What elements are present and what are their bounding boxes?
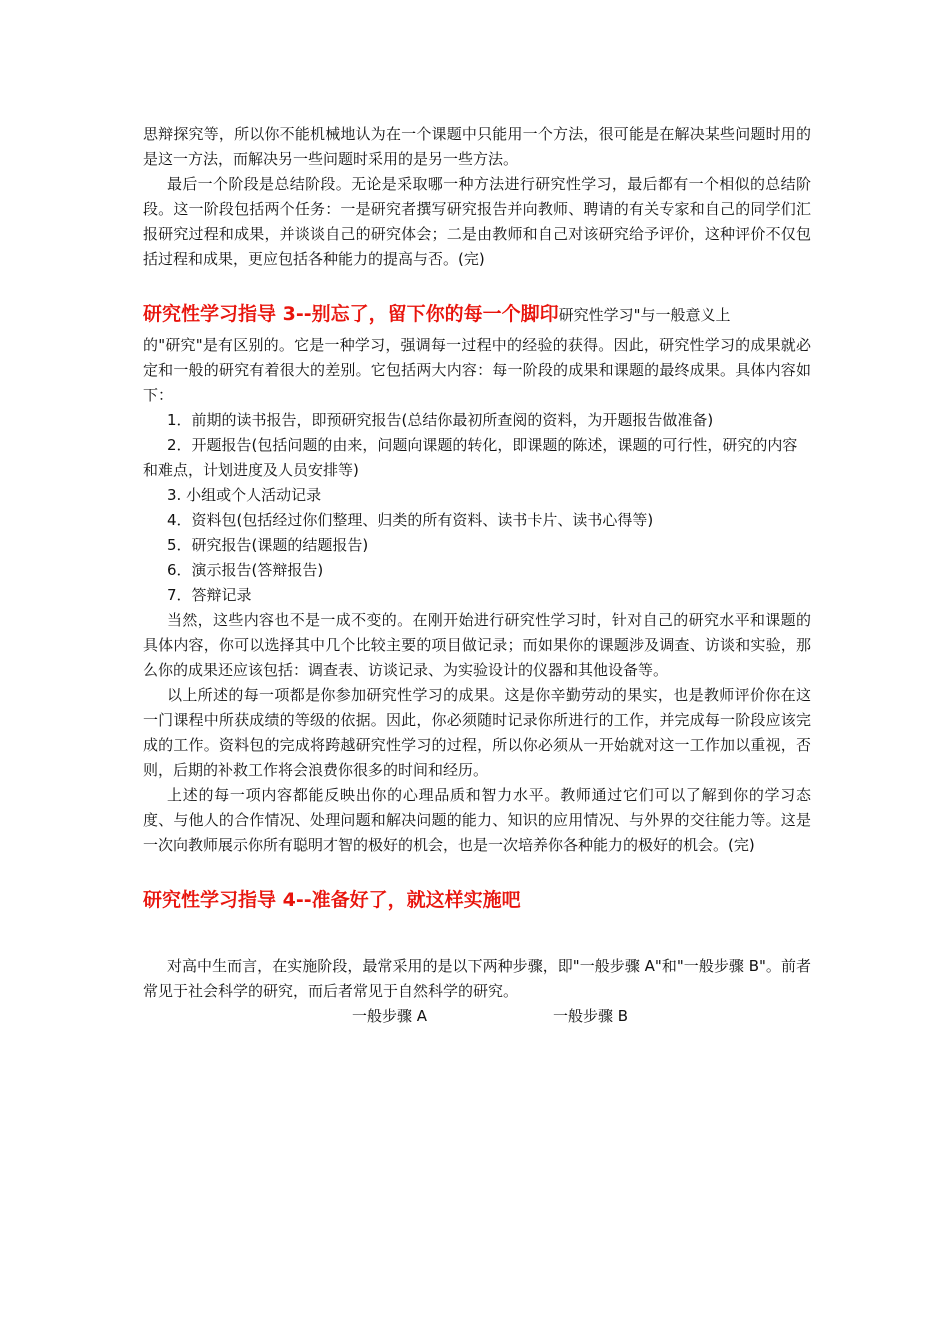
- section-3-title: 研究性学习指导 3--别忘了，留下你的每一个脚印: [143, 303, 559, 325]
- section-3-intro: 的"研究"是有区别的。它是一种学习，强调每一过程中的经验的获得。因此，研究性学习的成果就必定和一般的研究有着很大的差别。它包括两大内容：每一阶段的成果和课题的最终成果。具体内容如下：: [143, 336, 811, 404]
- list-item: 3. 小组或个人活动记录: [167, 486, 322, 504]
- section-3-heading: [143, 296, 811, 333]
- step-b-label: 一般步骤 B: [553, 1007, 629, 1025]
- paragraph-summary-stage: 最后一个阶段是总结阶段。无论是采取哪一种方法进行研究性学习，最后都有一个相似的总结阶段。这一阶段包括两个任务：一是研究者撰写研究报告并向教师、聘请的有关专家和自己的同学们汇报研究过程和成果，并谈谈自己的研究体会；二是由教师和自己对该研究给予评价，这种评价不仅包括过程和成果，更应包括各种能力的提高与否。(完): [143, 175, 811, 268]
- step-a-label: 一般步骤 A: [352, 1007, 428, 1025]
- list-item: 6．演示报告(答辩报告): [167, 561, 324, 579]
- list-item: 4．资料包(包括经过你们整理、归类的所有资料、读书卡片、读书心得等): [167, 511, 654, 529]
- paragraph-reflection: 上述的每一项内容都能反映出你的心理品质和智力水平。教师通过它们可以了解到你的学习态度、与他人的合作情况、处理问题和解决问题的能力、知识的应用情况、与外界的交往能力等。这是一次向教师展示你所有聪明才智的极好的机会，也是一次培养你各种能力的极好的机会。(完): [143, 786, 811, 854]
- document-page: [143, 122, 811, 1029]
- list-item: 7．答辩记录: [167, 586, 252, 604]
- paragraph-continuation: 思辩探究等，所以你不能机械地认为在一个课题中只能用一个方法，很可能是在解决某些问题时用的是这一方法，而解决另一些问题时采用的是另一些方法。: [143, 125, 811, 168]
- paragraph-implementation: 对高中生而言，在实施阶段，最常采用的是以下两种步骤，即"一般步骤 A"和"一般步骤 B"。前者常见于社会科学的研究，而后者常见于自然科学的研究。: [143, 957, 811, 1000]
- list-item: 1．前期的读书报告，即预研究报告(总结你最初所查阅的资料，为开题报告做准备): [167, 411, 714, 429]
- steps-row: [143, 1004, 811, 1029]
- paragraph-flexibility: 当然，这些内容也不是一成不变的。在刚开始进行研究性学习时，针对自己的研究水平和课题的具体内容，你可以选择其中几个比较主要的项目做记录；而如果你的课题涉及调查、访谈和实验，那么你的成果还应该包括：调查表、访谈记录、为实验设计的仪器和其他设备等。: [143, 611, 811, 679]
- list-item: 5．研究报告(课题的结题报告): [167, 536, 369, 554]
- list-item: 2．开题报告(包括问题的由来，问题向课题的转化，即课题的陈述，课题的可行性，研究的内容和难点，计划进度及人员安排等): [143, 436, 798, 479]
- paragraph-achievements: 以上所述的每一项都是你参加研究性学习的成果。这是你辛勤劳动的果实，也是教师评价你在这一门课程中所获成绩的等级的依据。因此，你必须随时记录你所进行的工作，并完成每一阶段应该完成的工作。资料包的完成将跨越研究性学习的过程，所以你必须从一开始就对这一工作加以重视，否则，后期的补救工作将会浪费你很多的时间和经历。: [143, 686, 811, 779]
- section-4-heading: [143, 882, 811, 919]
- section-3-title-tail: 研究性学习"与一般意义上: [558, 306, 731, 324]
- section-4-title: 研究性学习指导 4--准备好了，就这样实施吧: [143, 889, 521, 911]
